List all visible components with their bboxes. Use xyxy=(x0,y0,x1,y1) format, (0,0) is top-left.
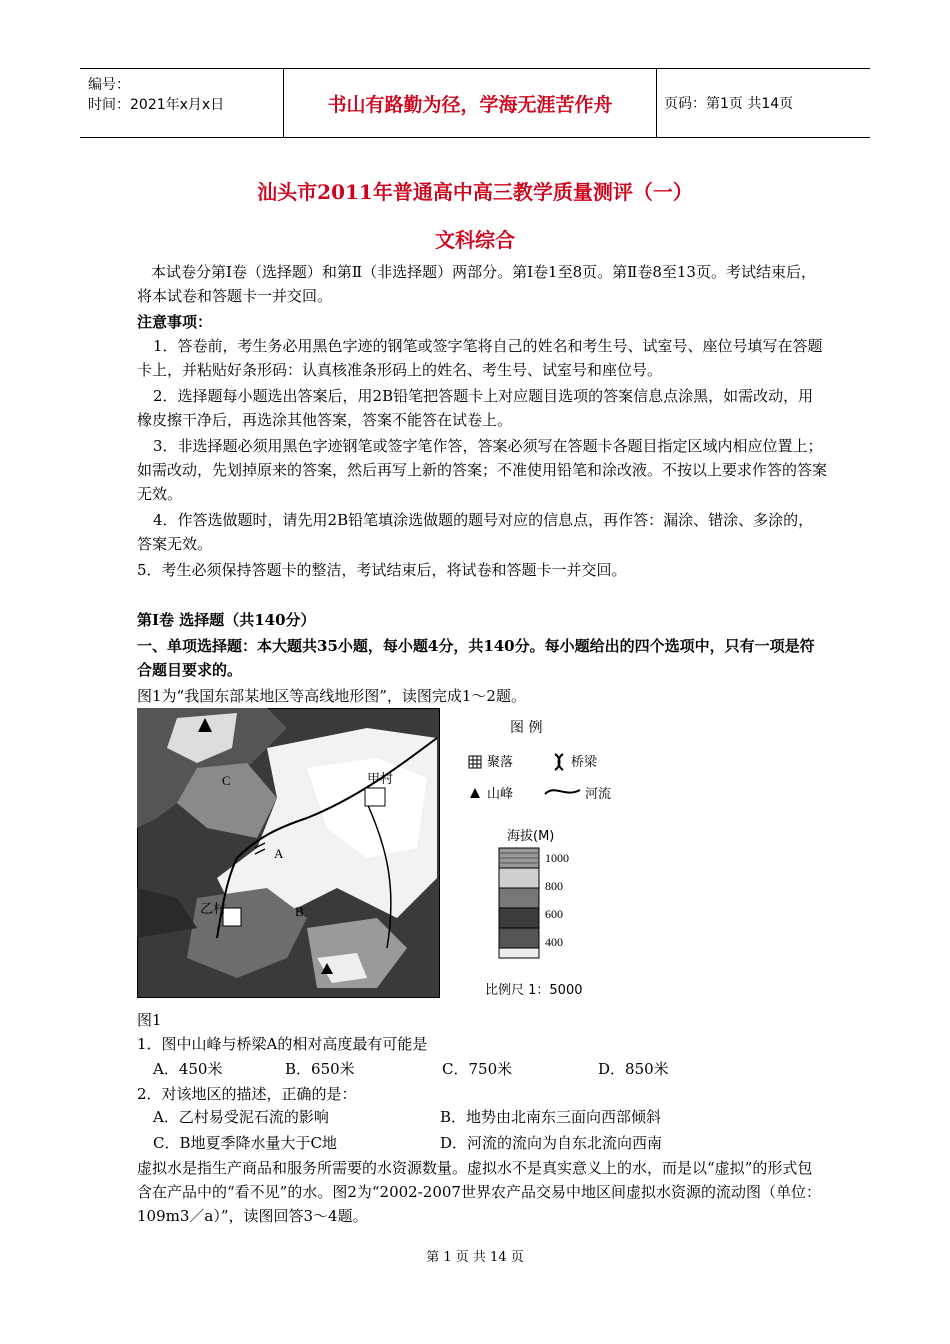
header-date: 时间：2021年x月x日 xyxy=(88,97,225,113)
header-number: 编号： xyxy=(88,77,130,93)
figure-intro: 图1为“我国东部某地区等高线地形图”，读图完成1～2题。 xyxy=(137,687,526,705)
header-page: 页码：第1页 共14页 xyxy=(664,96,794,112)
q2-option-a: A．乙村易受泥石流的影响 xyxy=(153,1108,329,1126)
elev-400: 400 xyxy=(545,935,563,949)
exam-subtitle: 文科综合 xyxy=(435,228,515,252)
notice-5: 5．考生必须保持答题卡的整洁，考试结束后，将试卷和答题卡一并交回。 xyxy=(137,561,627,579)
elev-600: 600 xyxy=(545,907,563,921)
q2-stem: 2．对该地区的描述，正确的是： xyxy=(137,1085,357,1103)
q1-option-d: D．850米 xyxy=(598,1060,669,1078)
notice-1: 1．答卷前，考生务必用黑色字迹的钢笔或签字笔将自己的姓名和考生号、试室号、座位号填写在答题卡上，并粘贴好条形码：认真核准条形码上的姓名、考生号、试室号和座位号。 xyxy=(137,337,823,379)
exam-title: 汕头市2011年普通高中高三教学质量测评（一） xyxy=(257,180,693,204)
q2-option-c: C．B地夏季降水量大于C地 xyxy=(153,1134,337,1152)
label-jia: 甲村 xyxy=(367,772,394,787)
legend-peak: 山峰 xyxy=(487,787,514,802)
topographic-map xyxy=(137,708,440,998)
map-scale: 比例尺 1：5000 xyxy=(485,983,583,998)
legend-title: 图 例 xyxy=(510,720,543,736)
notice-2: 2．选择题每小题选出答案后，用2B铅笔把答题卡上对应题目选项的答案信息点涂黑，如需改动，用橡皮擦干净后，再选涂其他答案，答案不能答在试卷上。 xyxy=(137,387,814,429)
notice-4: 4．作答选做题时，请先用2B铅笔填涂选做题的题号对应的信息点，再作答：漏涂、错涂、多涂的，答案无效。 xyxy=(137,511,814,553)
label-a: A xyxy=(274,846,284,861)
map-legend xyxy=(455,708,635,1008)
header-meta xyxy=(88,75,224,115)
label-b: B xyxy=(295,904,304,919)
q1-option-c: C．750米 xyxy=(442,1060,513,1078)
page-footer: 第 1 页 共 14 页 xyxy=(426,1250,524,1265)
notice-heading: 注意事项： xyxy=(137,313,213,331)
intro-paragraph: 本试卷分第Ⅰ卷（选择题）和第Ⅱ（非选择题）两部分。第Ⅰ卷1至8页。第Ⅱ卷8至13页。考试结束后，将本试卷和答题卡一并交回。 xyxy=(137,263,816,305)
legend-bridge: 桥梁 xyxy=(571,755,598,770)
page-header xyxy=(80,68,870,138)
q1-option-a: A．450米 xyxy=(153,1060,223,1078)
section-instruction: 一、单项选择题：本大题共35小题，每小题4分，共140分。每小题给出的四个选项中，只有一项是符合题目要求的。 xyxy=(137,637,815,679)
header-motto: 书山有路勤为径，学海无涯苦作舟 xyxy=(283,69,657,137)
q2-option-d: D．河流的流向为自东北流向西南 xyxy=(440,1134,663,1152)
q1-stem: 1．图中山峰与桥梁A的相对高度最有可能是 xyxy=(137,1035,428,1053)
elev-1000: 1000 xyxy=(545,851,569,865)
section-title: 第Ⅰ卷 选择题（共140分） xyxy=(137,611,316,629)
closing-paragraph: 虚拟水是指生产商品和服务所需要的水资源数量。虚拟水不是真实意义上的水，而是以“虚拟”的形式包含在产品中的“看不见”的水。图2为“2002-2007世界农产品交易中地区间虚拟水资源的流动图（单位：109m3／a）”，读图回答3～4题。 xyxy=(137,1159,821,1225)
q1-option-b: B．650米 xyxy=(285,1060,355,1078)
legend-river: 河流 xyxy=(585,787,612,802)
legend-settlement: 聚落 xyxy=(487,755,514,770)
label-yi: 乙村 xyxy=(200,902,227,917)
label-c: C xyxy=(222,773,231,788)
figure-caption: 图1 xyxy=(137,1011,162,1029)
notice-3: 3．非选择题必须用黑色字迹钢笔或签字笔作答，答案必须写在答题卡各题目指定区域内相应位置上；如需改动，先划掉原来的答案，然后再写上新的答案；不准使用铅笔和涂改液。不按以上要求作答的答案无效。 xyxy=(137,437,828,503)
elev-title: 海拔(M) xyxy=(507,829,555,844)
q2-option-b: B．地势由北南东三面向西部倾斜 xyxy=(440,1108,662,1126)
elev-800: 800 xyxy=(545,879,563,893)
